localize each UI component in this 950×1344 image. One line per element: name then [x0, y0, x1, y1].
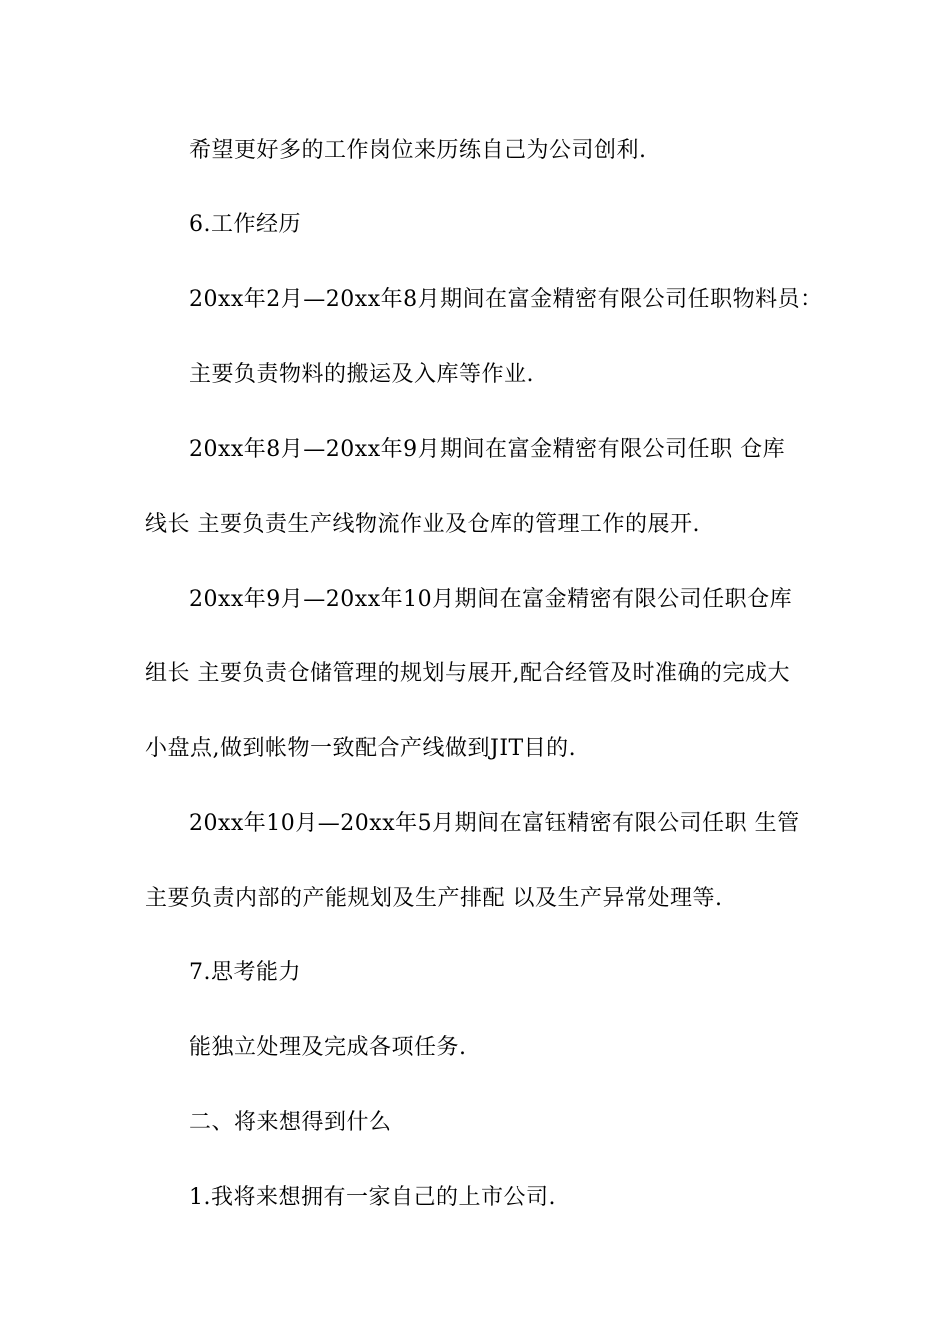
paragraph-line: 20xx年10月—20xx年5月期间在富钰精密有限公司任职 生管: [189, 811, 800, 836]
section-heading: 二、将来想得到什么: [189, 1110, 392, 1135]
paragraph-line: 线长 主要负责生产线物流作业及仓库的管理工作的展开.: [145, 512, 700, 537]
paragraph-line: 主要负责物料的搬运及入库等作业.: [189, 362, 534, 387]
section-heading: 7.思考能力: [189, 960, 301, 985]
section-heading: 6.工作经历: [189, 212, 301, 237]
paragraph-line: 能独立处理及完成各项任务.: [189, 1035, 467, 1060]
paragraph-line: 1.我将来想拥有一家自己的上市公司.: [189, 1185, 556, 1210]
paragraph-line: 20xx年2月—20xx年8月期间在富金精密有限公司任职物料员：: [189, 287, 823, 312]
paragraph-line: 20xx年9月—20xx年10月期间在富金精密有限公司任职仓库: [189, 587, 793, 612]
paragraph-line: 组长 主要负责仓储管理的规划与展开,配合经管及时准确的完成大: [145, 661, 790, 686]
paragraph-line: 20xx年8月—20xx年9月期间在富金精密有限公司任职 仓库: [189, 437, 786, 462]
paragraph-line: 希望更好多的工作岗位来历练自己为公司创利.: [189, 138, 647, 163]
paragraph-line: 主要负责内部的产能规划及生产排配 以及生产异常处理等.: [145, 886, 723, 911]
paragraph-line: 小盘点,做到帐物一致配合产线做到JIT目的.: [145, 736, 577, 761]
